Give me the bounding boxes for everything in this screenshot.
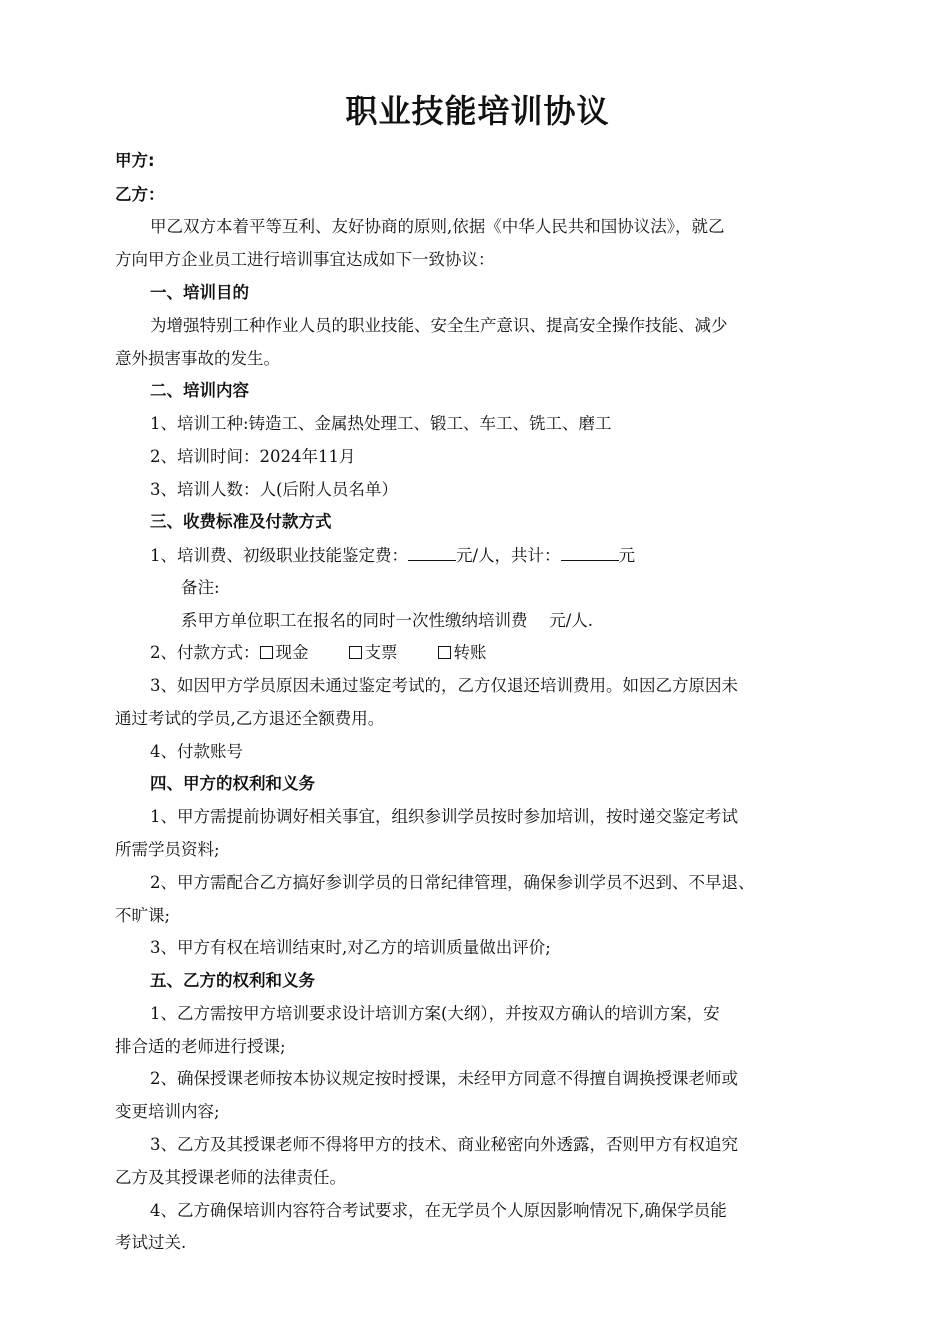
preamble-line-1: 甲乙双方本着平等互利、友好协商的原则,依据《中华人民共和国协议法》，就乙	[150, 217, 725, 236]
fees-item-3-line-2: 通过考试的学员,乙方退还全额费用。	[115, 709, 385, 728]
fees-item-4: 4、付款账号	[150, 742, 243, 761]
purpose-line-1: 为增强特别工种作业人员的职业技能、安全生产意识、提高安全操作技能、减少	[150, 316, 728, 335]
party-b-item-1-line-2: 排合适的老师进行授课;	[115, 1037, 286, 1056]
fees-item-1	[150, 544, 635, 567]
fees-item-3-line-1: 3、如因甲方学员原因未通过鉴定考试的，乙方仅退还培训费用。如因乙方原因未	[150, 676, 738, 695]
payment-method-row	[150, 642, 487, 664]
preamble-line-2: 方向甲方企业员工进行培训事宜达成如下一致协议：	[115, 250, 495, 269]
party-a-item-2-line-1: 2、甲方需配合乙方搞好参训学员的日常纪律管理，确保参训学员不迟到、不早退、	[150, 873, 755, 892]
fees-item-1-label: 1、培训费、初级职业技能鉴定费：	[150, 546, 408, 565]
checkbox-check[interactable]	[349, 646, 362, 659]
section-heading-purpose: 一、培训目的	[150, 283, 249, 302]
section-heading-content: 二、培训内容	[150, 381, 249, 400]
fee-total-blank[interactable]	[561, 544, 619, 561]
purpose-line-2: 意外损害事故的发生。	[115, 349, 280, 368]
party-b-item-2-line-2: 变更培训内容;	[115, 1102, 220, 1121]
party-a-item-1-line-1: 1、甲方需提前协调好相关事宜，组织参训学员按时参加培训，按时递交鉴定考试	[150, 807, 738, 826]
option-transfer-label: 转账	[453, 643, 487, 662]
option-check-label: 支票	[364, 643, 398, 662]
content-item-1: 1、培训工种:铸造工、金属热处理工、锻工、车工、铣工、磨工	[150, 414, 612, 433]
option-cash-label: 现金	[275, 643, 309, 662]
content-item-2: 2、培训时间：2024年11月	[150, 447, 356, 466]
party-a-label: 甲方:	[115, 151, 155, 170]
fees-item-1-unit: 元/人，共计：	[456, 546, 561, 565]
party-b-item-3-line-1: 3、乙方及其授课老师不得将甲方的技术、商业秘密向外透露，否则甲方有权追究	[150, 1135, 738, 1154]
party-b-item-4-line-2: 考试过关.	[115, 1233, 187, 1252]
party-b-label: 乙方：	[115, 185, 165, 204]
fees-item-1-currency: 元	[618, 546, 636, 565]
section-heading-fees: 三、收费标准及付款方式	[150, 512, 332, 531]
party-b-item-3-line-2: 乙方及其授课老师的法律责任。	[115, 1168, 346, 1187]
party-b-item-2-line-1: 2、确保授课老师按本协议规定按时授课，未经甲方同意不得擅自调换授课老师或	[150, 1069, 738, 1088]
content-item-3: 3、培训人数：人(后附人员名单）	[150, 480, 398, 499]
fees-note-label: 备注:	[181, 578, 220, 597]
party-b-item-1-line-1: 1、乙方需按甲方培训要求设计培训方案(大纲），并按双方确认的培训方案，安	[150, 1004, 720, 1023]
checkbox-transfer[interactable]	[438, 646, 451, 659]
checkbox-cash[interactable]	[260, 646, 273, 659]
fees-note-text: 系甲方单位职工在报名的同时一次性缴纳培训费 元/人.	[181, 611, 594, 630]
payment-method-label: 2、付款方式：	[150, 643, 260, 662]
document-title: 职业技能培训协议	[345, 92, 610, 130]
party-a-item-1-line-2: 所需学员资料;	[115, 840, 220, 859]
party-b-item-4-line-1: 4、乙方确保培训内容符合考试要求，在无学员个人原因影响情况下,确保学员能	[150, 1201, 727, 1220]
fee-per-person-blank[interactable]	[408, 544, 456, 561]
party-a-item-3: 3、甲方有权在培训结束时,对乙方的培训质量做出评价;	[150, 938, 551, 957]
party-a-item-2-line-2: 不旷课;	[115, 906, 171, 925]
section-heading-party-b-duties: 五、乙方的权利和义务	[150, 971, 315, 990]
section-heading-party-a-duties: 四、甲方的权利和义务	[150, 774, 315, 793]
